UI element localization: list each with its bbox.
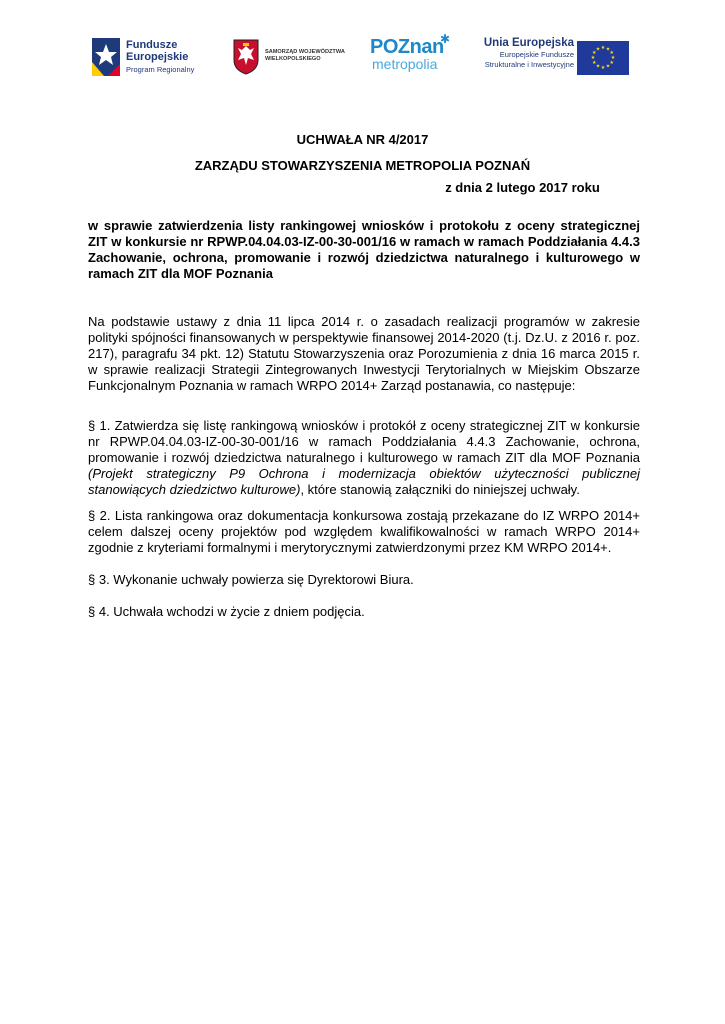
samorzad-line2: WIELKOPOLSKIEGO xyxy=(265,56,321,62)
svg-text:★: ★ xyxy=(609,60,614,66)
svg-text:★: ★ xyxy=(595,63,601,70)
ue-line3: Strukturalne i Inwestycyjne xyxy=(484,60,574,69)
board-name: ZARZĄDU STOWARZYSZENIA METROPOLIA POZNAŃ xyxy=(194,158,531,173)
section-1-text-b: , które stanowią załączniki do niniejszej uchwały. xyxy=(300,482,580,497)
poznan-wordmark: POZnan xyxy=(370,36,444,58)
svg-text:★: ★ xyxy=(609,50,614,56)
section-3: § 3. Wykonanie uchwały powierza się Dyrektorowi Biura. xyxy=(88,572,414,587)
samorzad-logo xyxy=(232,38,352,80)
svg-text:★: ★ xyxy=(600,45,606,51)
section-4: § 4. Uchwała wchodzi w życie z dniem podjęcia. xyxy=(88,604,365,619)
eu-flag-icon xyxy=(577,41,629,75)
resolution-subject: w sprawie zatwierdzenia listy rankingowej wniosków i protokołu z oceny strategicznej ZIT w konkursie nr RPWP.04.04.03-IZ-00-30-001/16 w ramach w ramach Poddziałania 4.4.3 Zachowanie, ochrona, promowanie i rozwój dziedzictwa naturalnego i kulturowego w ramach ZIT dla MOF Poznania xyxy=(88,218,640,281)
asterisk-icon: ✱ xyxy=(440,32,451,46)
fundusze-line3: Program Regionalny xyxy=(126,65,195,74)
section-1-italic: (Projekt strategiczny P9 Ochrona i modernizacja obiektów użyteczności publicznej stanowiących dziedzictwo kulturowe) xyxy=(88,466,640,497)
coat-of-arms-icon xyxy=(232,38,260,76)
fundusze-line1: Fundusze xyxy=(126,39,178,51)
svg-text:★: ★ xyxy=(592,50,597,56)
section-1 xyxy=(88,418,640,498)
svg-text:★: ★ xyxy=(610,55,616,61)
resolution-title: UCHWAŁA NR 4/2017 xyxy=(296,132,429,147)
legal-basis-paragraph: Na podstawie ustawy z dnia 11 lipca 2014 r. o zasadach realizacji programów w zakresie polityki spójności finansowanych w perspektywie finansowej 2014-2020 (t.j. Dz.U. z 2016 r. poz. 217), paragrafu 34 pkt. 12) Statutu Stowarzyszenia oraz Porozumienia z dnia 16 marca 2015 r. w sprawie realizacji Strategii Zintegrowanych Inwestycji Terytorialnych w Miejskim Obszarze Funkcjonalnym Poznania w ramach WRPO 2014+ Zarząd postanawia, co następuje: xyxy=(88,314,640,393)
samorzad-line1: SAMORZĄD WOJEWÓDZTWA xyxy=(265,49,345,55)
svg-text:★: ★ xyxy=(605,46,611,53)
svg-text:★: ★ xyxy=(605,63,611,70)
section-1-text-a: § 1. Zatwierdza się listę rankingową wniosków i protokół z oceny strategicznej ZIT w konkursie nr RPWP.04.04.03-IZ-00-30-001/16 w ramach Poddziałania 4.4.3 Zachowanie, ochrona, promowanie i rozwój dziedzictwa naturalnego i kulturowego w ramach ZIT dla MOF Poznania xyxy=(88,418,640,465)
poznan-metropolia-logo xyxy=(368,32,458,78)
ue-line2: Europejskie Fundusze xyxy=(499,50,574,59)
svg-text:★: ★ xyxy=(595,46,601,53)
section-2: § 2. Lista rankingowa oraz dokumentacja konkursowa zostają przekazane do IZ WRPO 2014+ celem dalszej oceny projektów pod względem kwalifikowalności w ramach WRPO 2014+ zgodnie z kryteriami formalnymi i merytorycznymi zatwierdzonymi przez KM WRPO 2014+. xyxy=(88,508,640,555)
svg-text:★: ★ xyxy=(600,65,606,71)
svg-text:★: ★ xyxy=(592,60,597,66)
fundusze-europejskie-logo xyxy=(90,36,220,80)
fundusze-star-icon xyxy=(90,36,122,78)
logo-bar xyxy=(0,28,725,88)
samorzad-text xyxy=(265,49,345,63)
unia-europejska-logo xyxy=(474,36,574,78)
metropolia-wordmark: metropolia xyxy=(372,56,438,72)
resolution-date: z dnia 2 lutego 2017 roku xyxy=(445,180,600,195)
fundusze-line2: Europejskie xyxy=(126,51,189,63)
svg-text:★: ★ xyxy=(590,55,596,61)
ue-line1: Unia Europejska xyxy=(483,37,574,49)
